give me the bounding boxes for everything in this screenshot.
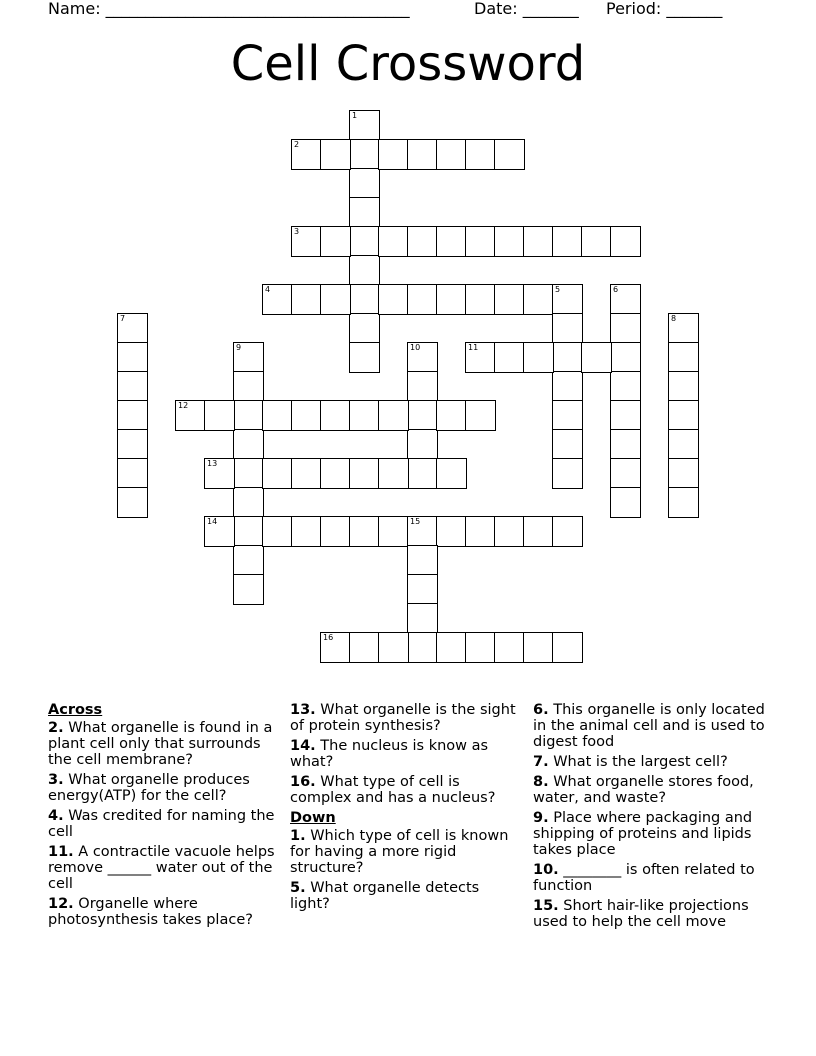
crossword-cell[interactable] <box>320 400 351 431</box>
cell-number: 7 <box>120 314 126 323</box>
crossword-cell[interactable] <box>233 574 264 605</box>
cell-number: 15 <box>410 517 421 526</box>
crossword-cell[interactable] <box>117 458 148 489</box>
clues-column-3 <box>533 702 773 934</box>
crossword-cell[interactable] <box>233 458 264 489</box>
crossword-cell[interactable] <box>349 632 380 663</box>
crossword-cell[interactable] <box>523 284 554 315</box>
crossword-cell[interactable] <box>378 516 409 547</box>
crossword-cell[interactable] <box>465 342 496 373</box>
crossword-cell[interactable] <box>291 284 322 315</box>
crossword-cell[interactable] <box>349 226 380 257</box>
crossword-cell[interactable] <box>349 313 380 344</box>
crossword-cell[interactable] <box>291 516 322 547</box>
crossword-cell[interactable] <box>349 139 380 170</box>
crossword-cell[interactable] <box>436 284 467 315</box>
clue-across: 16. What type of cell is complex and has a nucleus? <box>290 774 496 806</box>
crossword-cell[interactable] <box>233 429 264 460</box>
crossword-cell[interactable] <box>291 458 322 489</box>
crossword-cell[interactable] <box>349 458 380 489</box>
name-field[interactable]: Name: ______________________________________ <box>48 0 410 18</box>
crossword-cell[interactable] <box>494 139 525 170</box>
cell-number: 12 <box>178 401 189 410</box>
crossword-cell[interactable] <box>610 429 641 460</box>
crossword-cell[interactable] <box>407 458 438 489</box>
crossword-cell[interactable] <box>610 487 641 518</box>
crossword-cell[interactable] <box>407 226 438 257</box>
crossword-cell[interactable] <box>668 400 699 431</box>
crossword-cell[interactable] <box>552 342 583 373</box>
clue-across: 13. What organelle is the sight of protein synthesis? <box>290 702 516 734</box>
clues-column-2 <box>290 702 522 916</box>
crossword-cell[interactable] <box>407 429 438 460</box>
crossword-cell[interactable] <box>291 226 322 257</box>
crossword-cell[interactable] <box>552 371 583 402</box>
crossword-cell[interactable] <box>494 226 525 257</box>
crossword-cell[interactable] <box>407 603 438 634</box>
crossword-cell[interactable] <box>552 226 583 257</box>
crossword-cell[interactable] <box>436 458 467 489</box>
cell-number: 6 <box>613 285 619 294</box>
crossword-cell[interactable] <box>233 487 264 518</box>
crossword-cell[interactable] <box>552 429 583 460</box>
crossword-cell[interactable] <box>349 400 380 431</box>
page-title: Cell Crossword <box>230 36 586 92</box>
crossword-cell[interactable] <box>465 400 496 431</box>
cell-number: 8 <box>671 314 677 323</box>
crossword-cell[interactable] <box>407 545 438 576</box>
crossword-cell[interactable] <box>494 632 525 663</box>
clue-across: 11. A contractile vacuole helps remove ______ water out of the cell <box>48 844 275 892</box>
crossword-cell[interactable] <box>581 342 612 373</box>
clue-across: 3. What organelle produces energy(ATP) for the cell? <box>48 772 250 804</box>
crossword-cell[interactable] <box>668 313 699 344</box>
crossword-cell[interactable] <box>610 284 641 315</box>
cell-number: 9 <box>236 343 242 352</box>
crossword-cell[interactable] <box>349 197 380 228</box>
crossword-cell[interactable] <box>349 284 380 315</box>
crossword-cell[interactable] <box>204 458 235 489</box>
crossword-cell[interactable] <box>320 139 351 170</box>
period-field[interactable]: Period: _______ <box>606 0 723 18</box>
crossword-cell[interactable] <box>349 342 380 373</box>
clues-column-1 <box>48 702 280 932</box>
crossword-cell[interactable] <box>233 545 264 576</box>
cell-number: 10 <box>410 343 421 352</box>
crossword-cell[interactable] <box>204 516 235 547</box>
clue-down: 10. ________ is often related to function <box>533 862 755 894</box>
crossword-cell[interactable] <box>494 342 525 373</box>
crossword-cell[interactable] <box>552 458 583 489</box>
crossword-cell[interactable] <box>320 516 351 547</box>
crossword-cell[interactable] <box>465 632 496 663</box>
crossword-cell[interactable] <box>378 226 409 257</box>
crossword-cell[interactable] <box>262 458 293 489</box>
cell-number: 13 <box>207 459 218 468</box>
crossword-cell[interactable] <box>378 284 409 315</box>
crossword-cell[interactable] <box>668 487 699 518</box>
cell-number: 14 <box>207 517 218 526</box>
crossword-cell[interactable] <box>262 400 293 431</box>
crossword-cell[interactable] <box>407 284 438 315</box>
crossword-cell[interactable] <box>668 458 699 489</box>
cell-number: 16 <box>323 633 334 642</box>
crossword-cell[interactable] <box>117 371 148 402</box>
crossword-cell[interactable] <box>233 371 264 402</box>
crossword-cell[interactable] <box>407 632 438 663</box>
crossword-cell[interactable] <box>494 516 525 547</box>
cell-number: 2 <box>294 140 300 149</box>
crossword-cell[interactable] <box>407 371 438 402</box>
crossword-cell[interactable] <box>523 226 554 257</box>
crossword-cell[interactable] <box>436 226 467 257</box>
cell-number: 3 <box>294 227 300 236</box>
crossword-cell[interactable] <box>436 632 467 663</box>
crossword-cell[interactable] <box>523 632 554 663</box>
crossword-cell[interactable] <box>320 284 351 315</box>
crossword-cell[interactable] <box>407 516 438 547</box>
crossword-cell[interactable] <box>378 139 409 170</box>
clue-across: 2. What organelle is found in a plant cell only that surrounds the cell membrane? <box>48 720 273 768</box>
clue-down: 9. Place where packaging and shipping of proteins and lipids takes place <box>533 810 753 858</box>
down-heading: Down <box>290 810 336 826</box>
crossword-cell[interactable] <box>552 632 583 663</box>
crossword-cell[interactable] <box>407 342 438 373</box>
clue-across: 14. The nucleus is know as what? <box>290 738 489 770</box>
crossword-cell[interactable] <box>407 574 438 605</box>
crossword-cell[interactable] <box>407 139 438 170</box>
crossword-cell[interactable] <box>233 342 264 373</box>
crossword-cell[interactable] <box>494 284 525 315</box>
crossword-cell[interactable] <box>407 400 438 431</box>
crossword-cell[interactable] <box>552 516 583 547</box>
crossword-cell[interactable] <box>465 516 496 547</box>
clue-down: 6. This organelle is only located in the animal cell and is used to digest food <box>533 702 765 750</box>
clue-down: 7. What is the largest cell? <box>533 754 728 770</box>
clue-down: 1. Which type of cell is known for having a more rigid structure? <box>290 828 509 876</box>
crossword-cell[interactable] <box>117 487 148 518</box>
crossword-cell[interactable] <box>465 139 496 170</box>
crossword-cell[interactable] <box>262 516 293 547</box>
across-heading: Across <box>48 702 103 718</box>
crossword-cell[interactable] <box>117 400 148 431</box>
crossword-cell[interactable] <box>320 458 351 489</box>
crossword-cell[interactable] <box>378 458 409 489</box>
crossword-cell[interactable] <box>610 400 641 431</box>
crossword-cell[interactable] <box>610 458 641 489</box>
crossword-cell[interactable] <box>552 284 583 315</box>
crossword-cell[interactable] <box>552 313 583 344</box>
crossword-cell[interactable] <box>610 342 641 373</box>
cell-number: 11 <box>468 343 479 352</box>
cell-number: 1 <box>352 111 358 120</box>
crossword-cell[interactable] <box>668 342 699 373</box>
crossword-cell[interactable] <box>610 313 641 344</box>
crossword-cell[interactable] <box>465 226 496 257</box>
crossword-cell[interactable] <box>436 400 467 431</box>
clue-down: 5. What organelle detects light? <box>290 880 480 912</box>
crossword-cell[interactable] <box>436 139 467 170</box>
crossword-cell[interactable] <box>552 400 583 431</box>
crossword-cell[interactable] <box>233 400 264 431</box>
crossword-cell[interactable] <box>320 226 351 257</box>
crossword-cell[interactable] <box>117 342 148 373</box>
crossword-cell[interactable] <box>262 284 293 315</box>
crossword-cell[interactable] <box>349 255 380 286</box>
crossword-cell[interactable] <box>204 400 235 431</box>
crossword-cell[interactable] <box>465 284 496 315</box>
crossword-cell[interactable] <box>349 516 380 547</box>
crossword-cell[interactable] <box>117 429 148 460</box>
clue-across: 12. Organelle where photosynthesis takes place? <box>48 896 253 928</box>
crossword-cell[interactable] <box>378 632 409 663</box>
crossword-cell[interactable] <box>668 371 699 402</box>
crossword-cell[interactable] <box>436 516 467 547</box>
clue-across: 4. Was credited for naming the cell <box>48 808 275 840</box>
clue-down: 8. What organelle stores food, water, and waste? <box>533 774 754 806</box>
crossword-cell[interactable] <box>349 168 380 199</box>
crossword-cell[interactable] <box>175 400 206 431</box>
crossword-cell[interactable] <box>117 313 148 344</box>
crossword-cell[interactable] <box>610 226 641 257</box>
clue-down: 15. Short hair-like projections used to help the cell move <box>533 898 749 930</box>
crossword-cell[interactable] <box>668 429 699 460</box>
crossword-cell[interactable] <box>581 226 612 257</box>
crossword-cell[interactable] <box>291 139 322 170</box>
crossword-cell[interactable] <box>610 371 641 402</box>
crossword-cell[interactable] <box>291 400 322 431</box>
crossword-cell[interactable] <box>378 400 409 431</box>
crossword-cell[interactable] <box>523 342 554 373</box>
cell-number: 5 <box>555 285 561 294</box>
cell-number: 4 <box>265 285 271 294</box>
crossword-cell[interactable] <box>349 110 380 141</box>
crossword-cell[interactable] <box>523 516 554 547</box>
crossword-cell[interactable] <box>233 516 264 547</box>
crossword-cell[interactable] <box>320 632 351 663</box>
date-field[interactable]: Date: _______ <box>474 0 579 18</box>
